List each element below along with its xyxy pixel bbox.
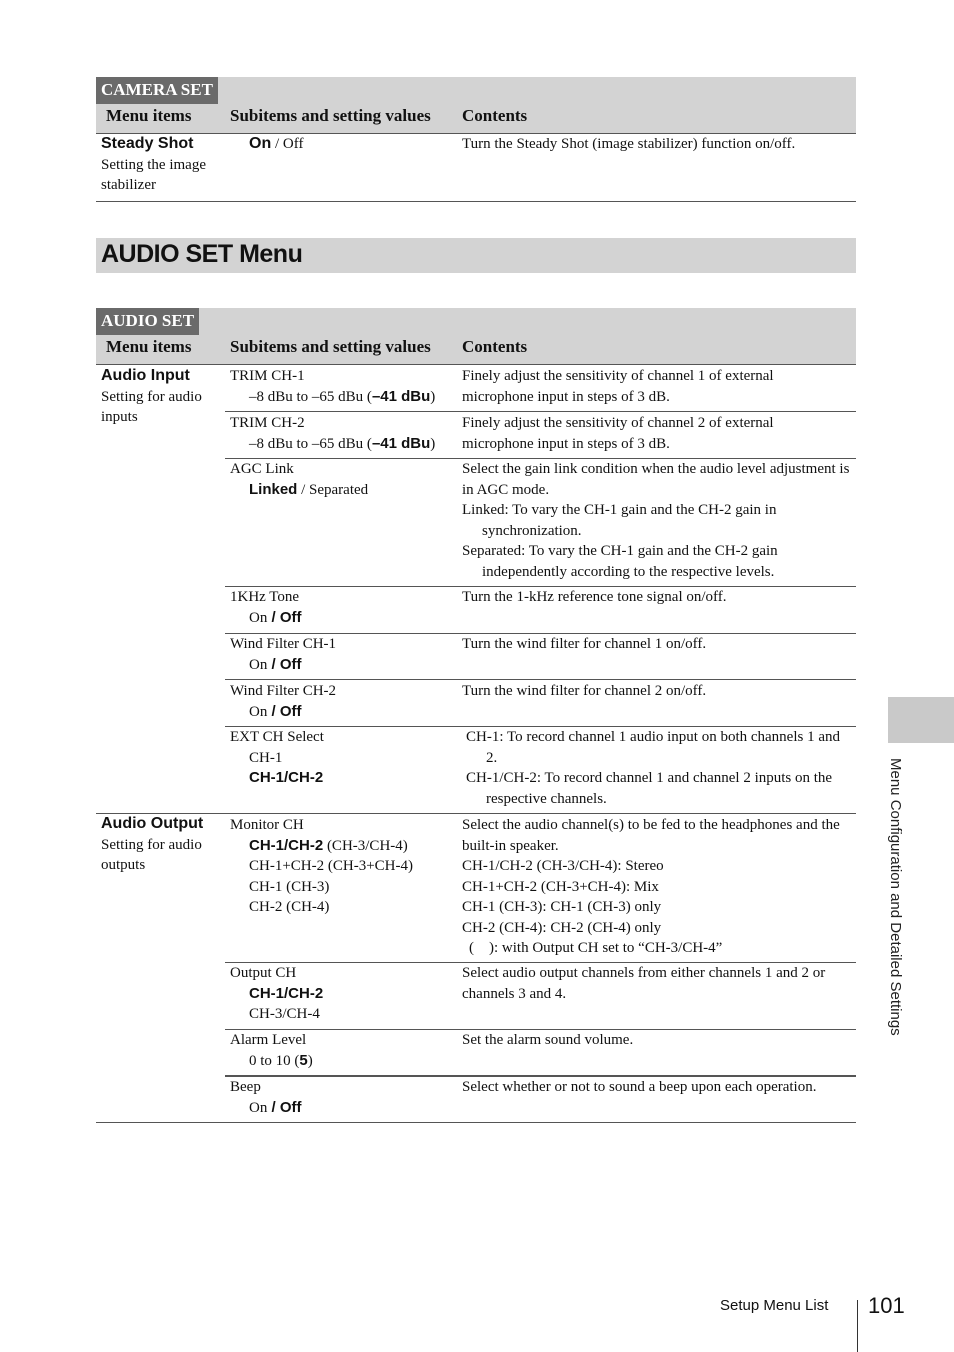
steady-shot-off: Off (282, 136, 304, 152)
audio-input-desc: Setting for audio inputs (101, 388, 202, 425)
beep-name: Beep (230, 1079, 261, 1095)
trim-ch2-name: TRIM CH-2 (230, 415, 305, 431)
agc-linked-default: Linked (249, 480, 298, 498)
ext-ch-contents: CH-1: To record channel 1 audio input on both channels 1 and 2. CH-1/CH-2: To record channel 1 and channel 2 inputs on the respective channels. (466, 729, 841, 807)
steady-shot-values (249, 134, 449, 155)
audio-set-tag: AUDIO SET (96, 308, 199, 335)
tone-name: 1KHz Tone (230, 589, 300, 605)
wind-ch1-name: Wind Filter CH-1 (230, 636, 337, 652)
ext-ch-opt2-default: CH-1/CH-2 (249, 769, 324, 786)
column-headers (96, 101, 856, 134)
wind-ch1-off-default: Off (279, 655, 302, 673)
agc-link-name: AGC Link (230, 461, 294, 477)
beep-off-default: Off (279, 1098, 302, 1116)
steady-shot-on-default: On (249, 135, 272, 152)
wind-ch2-values (230, 681, 458, 722)
audio-set-header (96, 308, 856, 365)
audio-input-title: Audio Input (101, 367, 190, 384)
beep-contents: Select whether or not to sound a beep upon each operation. (462, 1079, 817, 1095)
wind-ch2-off-default: Off (279, 702, 302, 720)
col-contents: Contents (462, 106, 528, 125)
col-menu-items: Menu items (106, 337, 192, 356)
tone-contents: Turn the 1-kHz reference tone signal on/off. (462, 589, 727, 605)
column-headers (96, 332, 856, 365)
trim-ch1-range: –8 dBu to –65 dBu (–41 dBu) (249, 387, 436, 405)
audio-set-table (96, 308, 856, 365)
wind-ch2-options: On / Off (249, 702, 302, 720)
camera-set-tag: CAMERA SET (96, 77, 218, 104)
output-ch-contents: Select audio output channels from either channels 1 and 2 or channels 3 and 4. (462, 965, 826, 1002)
audio-output-title: Audio Output (101, 815, 204, 832)
alarm-level-range: 0 to 10 (5) (249, 1051, 313, 1069)
side-tab-marker (888, 697, 954, 743)
row-rule (225, 679, 856, 680)
footer-section-label: Setup Menu List (720, 1297, 829, 1314)
tone-options: On / Off (249, 608, 302, 626)
trim-ch2-values (230, 413, 458, 454)
table-bottom-rule (96, 1122, 856, 1123)
ext-ch-values (230, 727, 458, 789)
tone-off-default: Off (279, 608, 302, 626)
alarm-level-contents: Set the alarm sound volume. (462, 1032, 634, 1048)
col-subitems: Subitems and setting values (230, 106, 431, 125)
steady-shot-menu-item (101, 134, 226, 196)
trim-ch2-range: –8 dBu to –65 dBu (–41 dBu) (249, 434, 436, 452)
output-ch-values (230, 963, 458, 1025)
monitor-ch-name: Monitor CH (230, 817, 304, 833)
wind-ch1-values (230, 634, 458, 675)
beep-values (230, 1077, 458, 1118)
trim-ch2-contents: Finely adjust the sensitivity of channel 2 of external microphone input in steps of 3 dB. (462, 415, 774, 452)
monitor-ch-opt4: CH-2 (CH-4) (249, 899, 330, 915)
camera-set-header (96, 77, 856, 134)
audio-set-section-header (96, 238, 856, 273)
ext-ch-name: EXT CH Select (230, 729, 324, 745)
audio-output-menu-item (101, 814, 221, 876)
trim-ch1-name: TRIM CH-1 (230, 368, 305, 384)
wind-ch1-options: On / Off (249, 655, 302, 673)
col-subitems: Subitems and setting values (230, 337, 431, 356)
alarm-level-values (230, 1030, 458, 1071)
output-ch-opt1-default: CH-1/CH-2 (249, 984, 324, 1002)
output-ch-name: Output CH (230, 965, 297, 981)
monitor-ch-contents: Select the audio channel(s) to be fed to the headphones and the built-in speaker. CH-1/CH-2 (CH-3/CH-4): Stereo CH-1+CH-2 (CH-3+CH-4): Mix CH-1 (CH-3): CH-1 (CH-3) only CH-2 (CH-4): CH-2 (CH-4) only ( ): with Output CH set to “CH-3/CH-4” (462, 817, 840, 956)
footer-divider (857, 1300, 858, 1352)
col-contents: Contents (462, 337, 528, 356)
alarm-level-default: 5 (299, 1051, 308, 1069)
audio-input-menu-item (101, 366, 221, 428)
trim-ch1-values (230, 366, 458, 407)
page-number: 101 (868, 1293, 905, 1318)
camera-set-table (96, 77, 856, 134)
camera-table-bottom-rule (96, 201, 856, 202)
wind-ch2-contents: Turn the wind filter for channel 2 on/off. (462, 683, 707, 699)
beep-options: On / Off (249, 1098, 302, 1116)
wind-ch2-name: Wind Filter CH-2 (230, 683, 337, 699)
output-ch-opt2: CH-3/CH-4 (249, 1006, 320, 1022)
row-rule (225, 411, 856, 412)
alarm-level-name: Alarm Level (230, 1032, 307, 1048)
monitor-ch-opt2: CH-1+CH-2 (CH-3+CH-4) (249, 858, 413, 874)
steady-shot-title: Steady Shot (101, 135, 194, 152)
audio-set-section-title: AUDIO SET Menu (101, 240, 303, 268)
trim-ch1-default: –41 dBu (371, 387, 431, 405)
agc-link-contents: Select the gain link condition when the audio level adjustment is in AGC mode. Linked: To vary the CH-1 gain and the CH-2 gain in synchronization. Separated: To vary the CH-1 gain and the CH-2 gain independently according to the respective levels. (462, 461, 850, 580)
trim-ch2-default: –41 dBu (371, 434, 431, 452)
agc-link-options: Linked / Separated (249, 480, 369, 498)
audio-output-desc: Setting for audio outputs (101, 836, 202, 873)
ext-ch-opt1: CH-1 (249, 749, 283, 766)
side-tab-label: Menu Configuration and Detailed Settings (887, 758, 904, 1036)
monitor-ch-opt3: CH-1 (CH-3) (249, 878, 330, 895)
steady-shot-sep: / (271, 136, 283, 152)
tone-values (230, 587, 458, 628)
steady-shot-contents: Turn the Steady Shot (image stabilizer) function on/off. (462, 136, 796, 152)
monitor-ch-opt1: CH-1/CH-2 (CH-3/CH-4) (249, 836, 408, 854)
col-menu-items: Menu items (106, 106, 192, 125)
agc-link-values (230, 459, 458, 500)
steady-shot-desc: Setting the image stabilizer (101, 156, 206, 193)
monitor-ch-values (230, 815, 458, 918)
trim-ch1-contents: Finely adjust the sensitivity of channel 1 of external microphone input in steps of 3 dB. (462, 368, 774, 405)
wind-ch1-contents: Turn the wind filter for channel 1 on/off. (462, 636, 707, 652)
